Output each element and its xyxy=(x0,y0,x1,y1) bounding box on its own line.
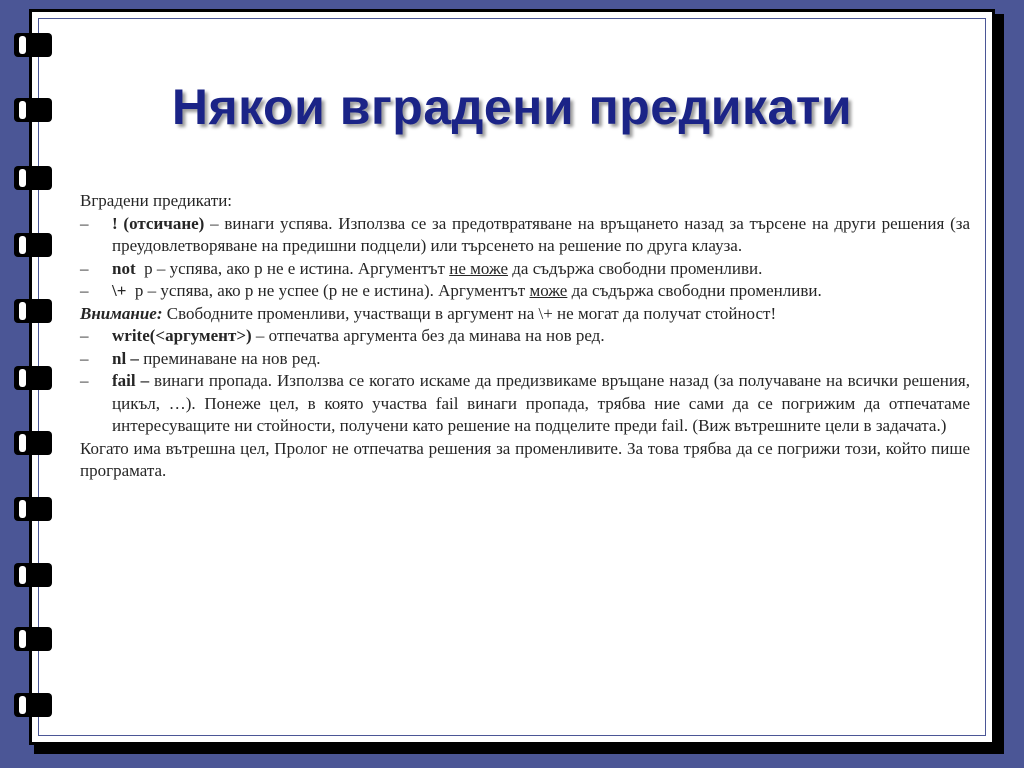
binder-ring-icon xyxy=(14,497,52,521)
warning-body: Свободните променливи, участващи в аргумент на \+ не могат да получат стойност! xyxy=(162,303,777,323)
description: да съдържа свободни променливи. xyxy=(567,281,822,300)
list-item-text xyxy=(112,370,970,438)
description: да съдържа свободни променливи. xyxy=(508,258,763,278)
keyword: nl – xyxy=(112,348,139,368)
list-dash: – xyxy=(80,281,89,300)
description: преминаване на нов ред. xyxy=(138,348,321,368)
underlined-text: може xyxy=(529,281,568,300)
binder-ring-icon xyxy=(14,299,52,323)
description: p – успява, ако p не успее (p не е истина). Аргументът xyxy=(126,281,530,300)
keyword: write(<аргумент>) xyxy=(112,326,252,345)
keyword: \+ xyxy=(112,281,127,300)
list-item-cut xyxy=(80,213,970,258)
outro-text: Когато има вътрешна цел, Пролог не отпечатва решения за променливите. За това трябва да се погрижи този, който пише програмата. xyxy=(80,438,970,480)
underlined-text: не може xyxy=(449,258,509,278)
keyword: not xyxy=(112,258,136,278)
binder-ring-icon xyxy=(14,233,52,257)
list-item-write xyxy=(80,325,970,348)
binder-ring-icon xyxy=(14,693,52,717)
keyword: fail – xyxy=(112,371,150,390)
list-dash: – xyxy=(80,371,89,390)
slide-title: Някои вградени предикати xyxy=(171,79,853,135)
keyword: ! (отсичане) xyxy=(112,213,205,233)
description: p – успява, ако p не е истина. Аргументът xyxy=(135,258,450,278)
list-item-nl xyxy=(80,348,970,371)
binder-ring-icon xyxy=(14,627,52,651)
list-item-text xyxy=(112,258,970,281)
warning-label: Внимание: xyxy=(80,303,163,323)
binder-ring-icon xyxy=(14,166,52,190)
slide-content xyxy=(80,190,970,483)
list-item-not xyxy=(80,258,970,281)
binder-ring-icon xyxy=(14,431,52,455)
list-item-negation xyxy=(80,280,970,303)
list-dash: – xyxy=(80,258,89,278)
list-dash: – xyxy=(80,326,89,345)
warning-text xyxy=(80,303,970,326)
list-dash: – xyxy=(80,213,89,233)
list-item-text xyxy=(112,213,970,258)
description: – отпечатва аргумента без да минава на нов ред. xyxy=(251,326,605,345)
binder-ring-icon xyxy=(14,33,52,57)
binder-ring-icon xyxy=(14,366,52,390)
intro-text: Вградени предикати: xyxy=(80,191,233,210)
list-dash: – xyxy=(80,348,89,368)
list-item-text xyxy=(112,325,970,348)
binder-ring-icon xyxy=(14,563,52,587)
description: винаги пропада. Използва се когато искаме да предизвикаме връщане назад (за получаване на всички решения, цикъл, …). Понеже цел, в която участва fail винаги пропада, трябва ние сами да се погрижим да отпечатаме интересуващите ни стойности, получени като решение на подцелите преди fail. (Виж вътрешните цели в задачата.) xyxy=(112,371,971,435)
list-item-text xyxy=(112,348,970,371)
list-item-text xyxy=(112,280,970,303)
list-item-fail xyxy=(80,370,970,438)
description: – винаги успява. Използва се за предотвратяване на връщането назад за търсене на други решения (за преудовлетворяване на предишни подцели) или търсенето на решение по друга клауза. xyxy=(112,213,971,255)
